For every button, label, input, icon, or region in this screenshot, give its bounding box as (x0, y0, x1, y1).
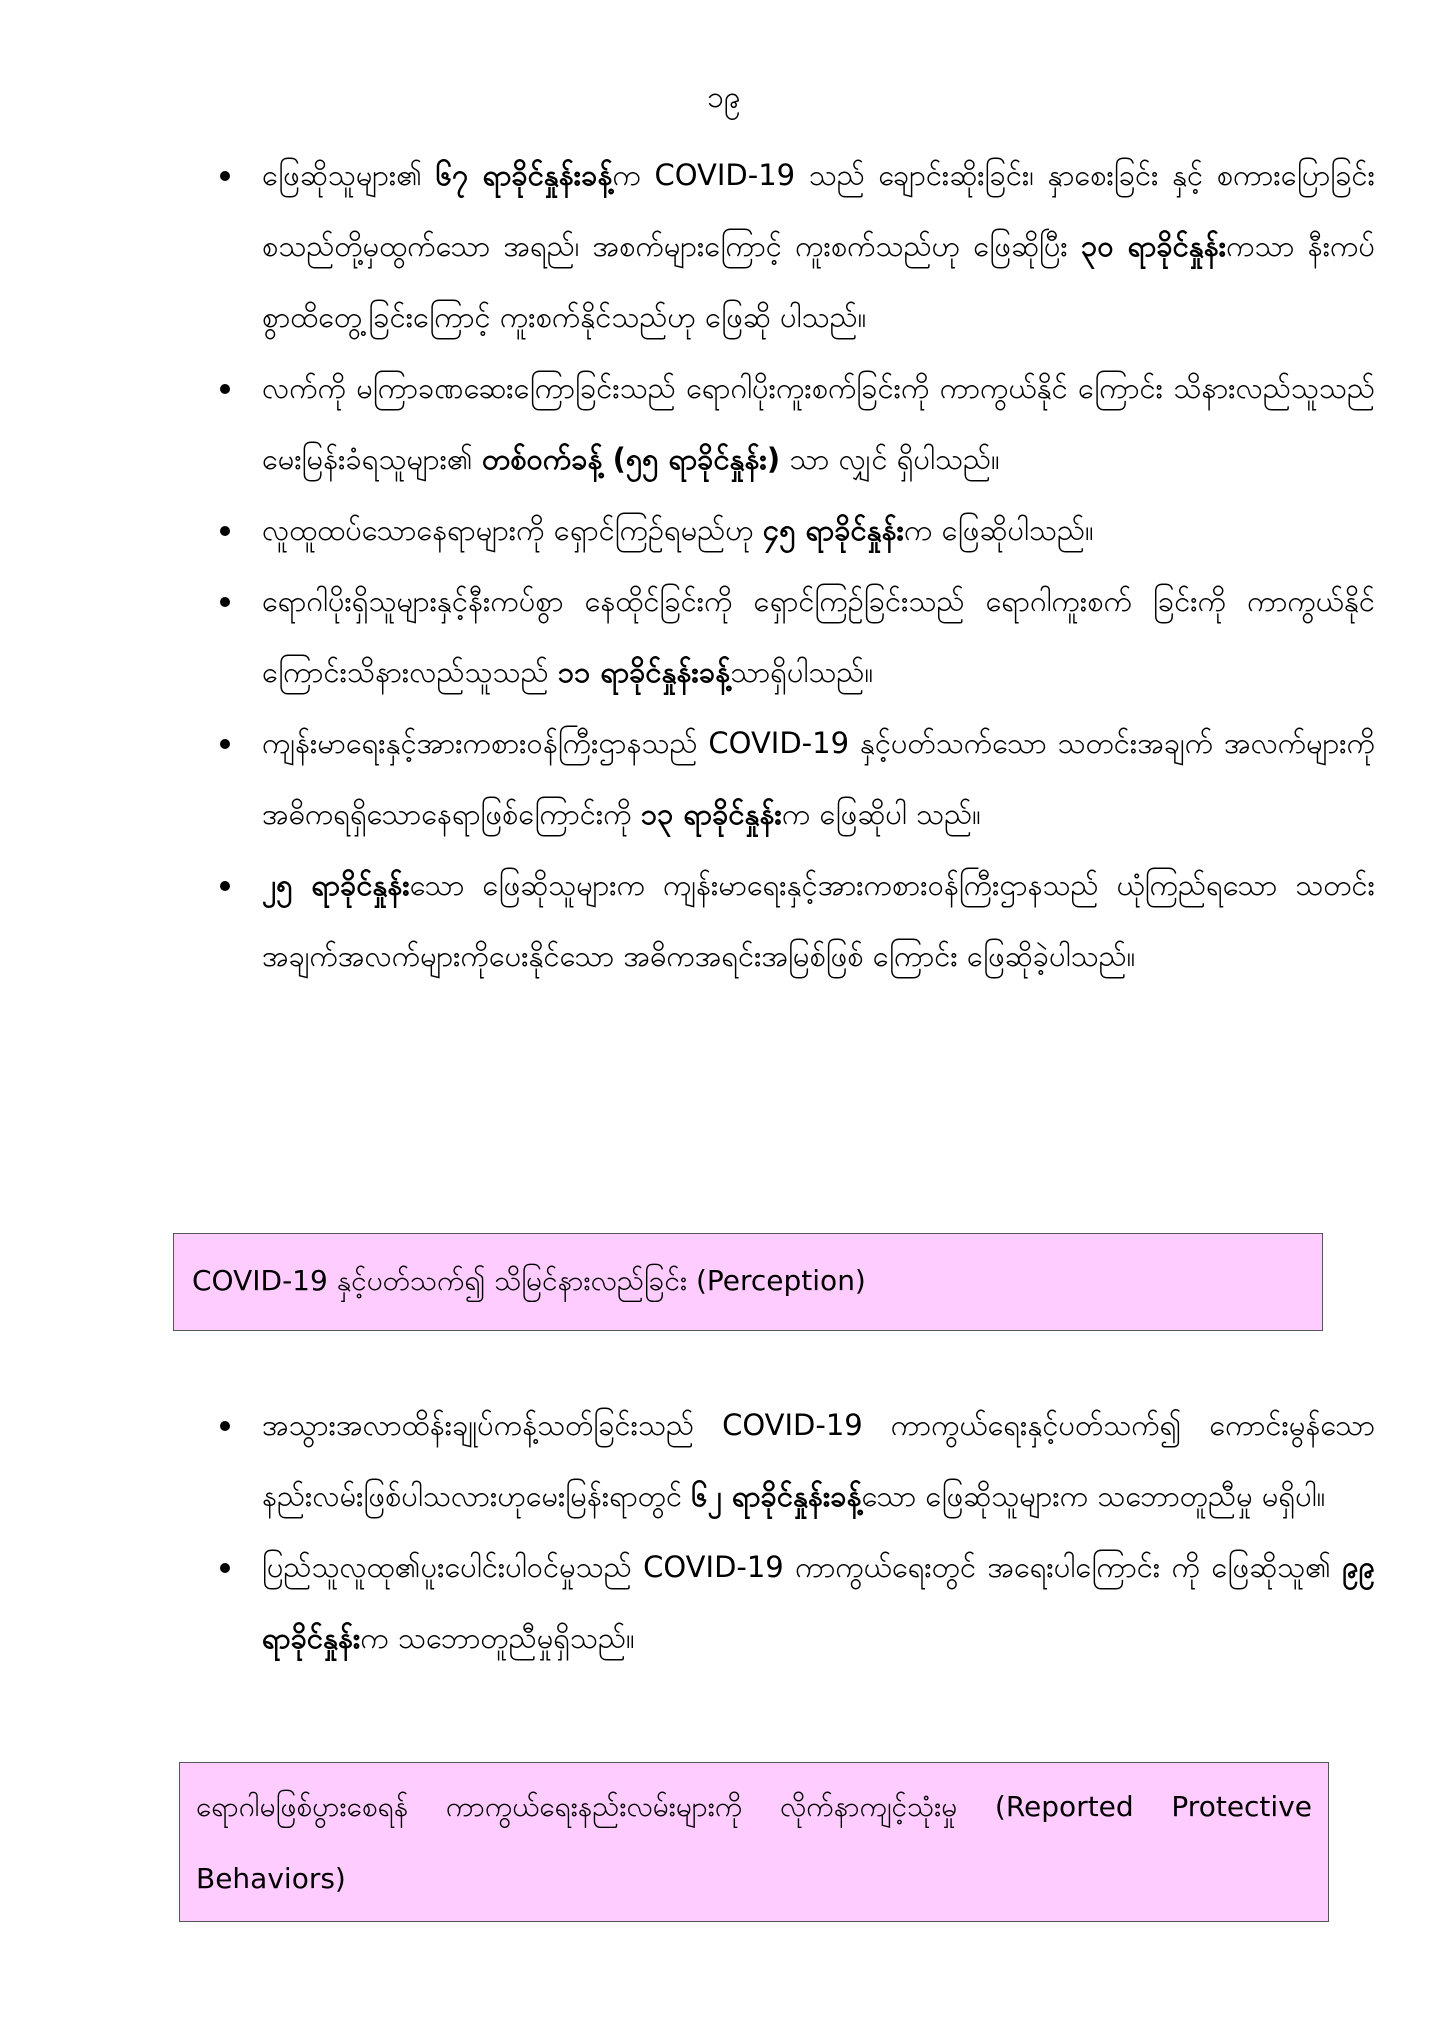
bullet-icon (220, 526, 230, 536)
bullet-icon (220, 1421, 230, 1431)
finding-text: က COVID-19 သည် ချောင်းဆိုးခြင်း၊ နှာစေးခြင်း နှင့် စကားပြောခြင်းစသည်တို့မှထွက်သော အရည်၊ အစက်များကြောင့် ကူးစက်သည်ဟု ဖြေဆိုပြီး (262, 158, 1375, 263)
perception-text: သော ဖြေဆိုသူများက သဘောတူညီမှု မရှိပါ။ (861, 1479, 1326, 1513)
finding-item (220, 850, 1375, 992)
finding-text: သော ဖြေဆိုသူများက ကျန်းမာရေးနှင့်အားကစားဝန်ကြီးဌာနသည် ယုံကြည်ရသော သတင်းအချက်အလက်များကိုပေးနိုင်သော အဓိကအရင်းအမြစ်ဖြစ် ကြောင်း ဖြေဆိုခဲ့ပါသည်။ (262, 868, 1376, 973)
finding-text: ကျန်းမာရေးနှင့်အားကစားဝန်ကြီးဌာနသည် COVID-19 နှင့်ပတ်သက်သော သတင်းအချက် အလက်များကို အဓိကရရှိသောနေရာဖြစ်ကြောင်းကို (262, 726, 1375, 831)
finding-item (220, 708, 1375, 850)
bullet-icon (220, 384, 230, 394)
perception-heading: COVID-19 နှင့်ပတ်သက်၍ သိမြင်နားလည်ခြင်း (Perception) (192, 1264, 866, 1297)
perception-heading-box (173, 1233, 1323, 1331)
bullet-icon (220, 597, 230, 607)
finding-text: ရောဂါပိုးရှိသူများနှင့်နီးကပ်စွာ နေထိုင်ခြင်းကို ရှောင်ကြဉ်ခြင်းသည် ရောဂါကူးစက် ခြင်းကို ကာကွယ်နိုင်ကြောင်းသိနားလည်သူသည် (262, 584, 1375, 689)
finding-text: သာ လျှင် ရှိပါသည်။ (780, 442, 1000, 476)
bullet-icon (220, 1563, 230, 1573)
finding-stat: ၁၃ ရာခိုင်နှုန်း (640, 797, 782, 831)
finding-text: လူထူထပ်သောနေရာများကို ရှောင်ကြဉ်ရမည်ဟု (262, 513, 763, 547)
finding-text: ကသာ နီးကပ်စွာထိတွေ့ခြင်းကြောင့် ကူးစက်နိုင်သည်ဟု ဖြေဆို ပါသည်။ (262, 229, 1375, 334)
perception-stat: ၉၉ ရာခိုင်နှုန်း (262, 1550, 1375, 1655)
finding-item (220, 140, 1375, 353)
perception-stat: ၆၂ ရာခိုင်နှုန်းခန့် (691, 1479, 862, 1513)
finding-item (220, 495, 1375, 566)
finding-stat: ၆၇ ရာခိုင်နှုန်းခန့် (435, 158, 613, 192)
finding-stat: ၁၁ ရာခိုင်နှုန်းခန့် (557, 655, 731, 689)
perception-text: ပြည်သူလူထု၏ပူးပေါင်းပါဝင်မှုသည် COVID-19 ကာကွယ်ရေးတွင် အရေးပါကြောင်း ကို ဖြေဆိုသူ၏ (262, 1550, 1343, 1584)
findings-list (220, 140, 1375, 992)
finding-text: က ဖြေဆိုပါသည်။ (903, 513, 1094, 547)
finding-text: လက်ကို မကြာခဏဆေးကြောခြင်းသည် ရောဂါပိုးကူးစက်ခြင်းကို ကာကွယ်နိုင် ကြောင်း သိနားလည်သူသည် မေးမြန်းခံရသူများ၏ (262, 371, 1375, 476)
finding-item (220, 566, 1375, 708)
finding-item (220, 353, 1375, 495)
finding-stat: တစ်ဝက်ခန့် (၅၅ ရာခိုင်နှုန်း) (481, 442, 781, 476)
bullet-icon (220, 739, 230, 749)
finding-stat: ၃၀ ရာခိုင်နှုန်း (1081, 229, 1227, 263)
finding-text: ဖြေဆိုသူများ၏ (262, 158, 436, 192)
finding-stat: ၄၅ ရာခိုင်နှုန်း (762, 513, 904, 547)
perception-text: အသွားအလာထိန်းချုပ်ကန့်သတ်ခြင်းသည် COVID-19 ကာကွယ်ရေးနှင့်ပတ်သက်၍ ကောင်းမွန်သော နည်းလမ်းဖြစ်ပါသလားဟုမေးမြန်းရာတွင် (262, 1408, 1375, 1513)
protective-behaviors-heading: ရောဂါမဖြစ်ပွားစေရန် ကာကွယ်ရေးနည်းလမ်းများကို လိုက်နာကျင့်သုံးမှု (Reported Protective Behaviors) (196, 1790, 1312, 1895)
protective-behaviors-heading-box (179, 1762, 1329, 1922)
bullet-icon (220, 171, 230, 181)
finding-text: က ဖြေဆိုပါ သည်။ (781, 797, 981, 831)
finding-stat: ၂၅ ရာခိုင်နှုန်း (262, 868, 410, 902)
perception-item (220, 1390, 1375, 1532)
perception-text: က သဘောတူညီမှုရှိသည်။ (360, 1621, 635, 1655)
bullet-icon (220, 881, 230, 891)
finding-text: သာရှိပါသည်။ (730, 655, 874, 689)
perception-list (220, 1390, 1375, 1674)
perception-item (220, 1532, 1375, 1674)
page-number: ၁၉ (707, 80, 741, 115)
